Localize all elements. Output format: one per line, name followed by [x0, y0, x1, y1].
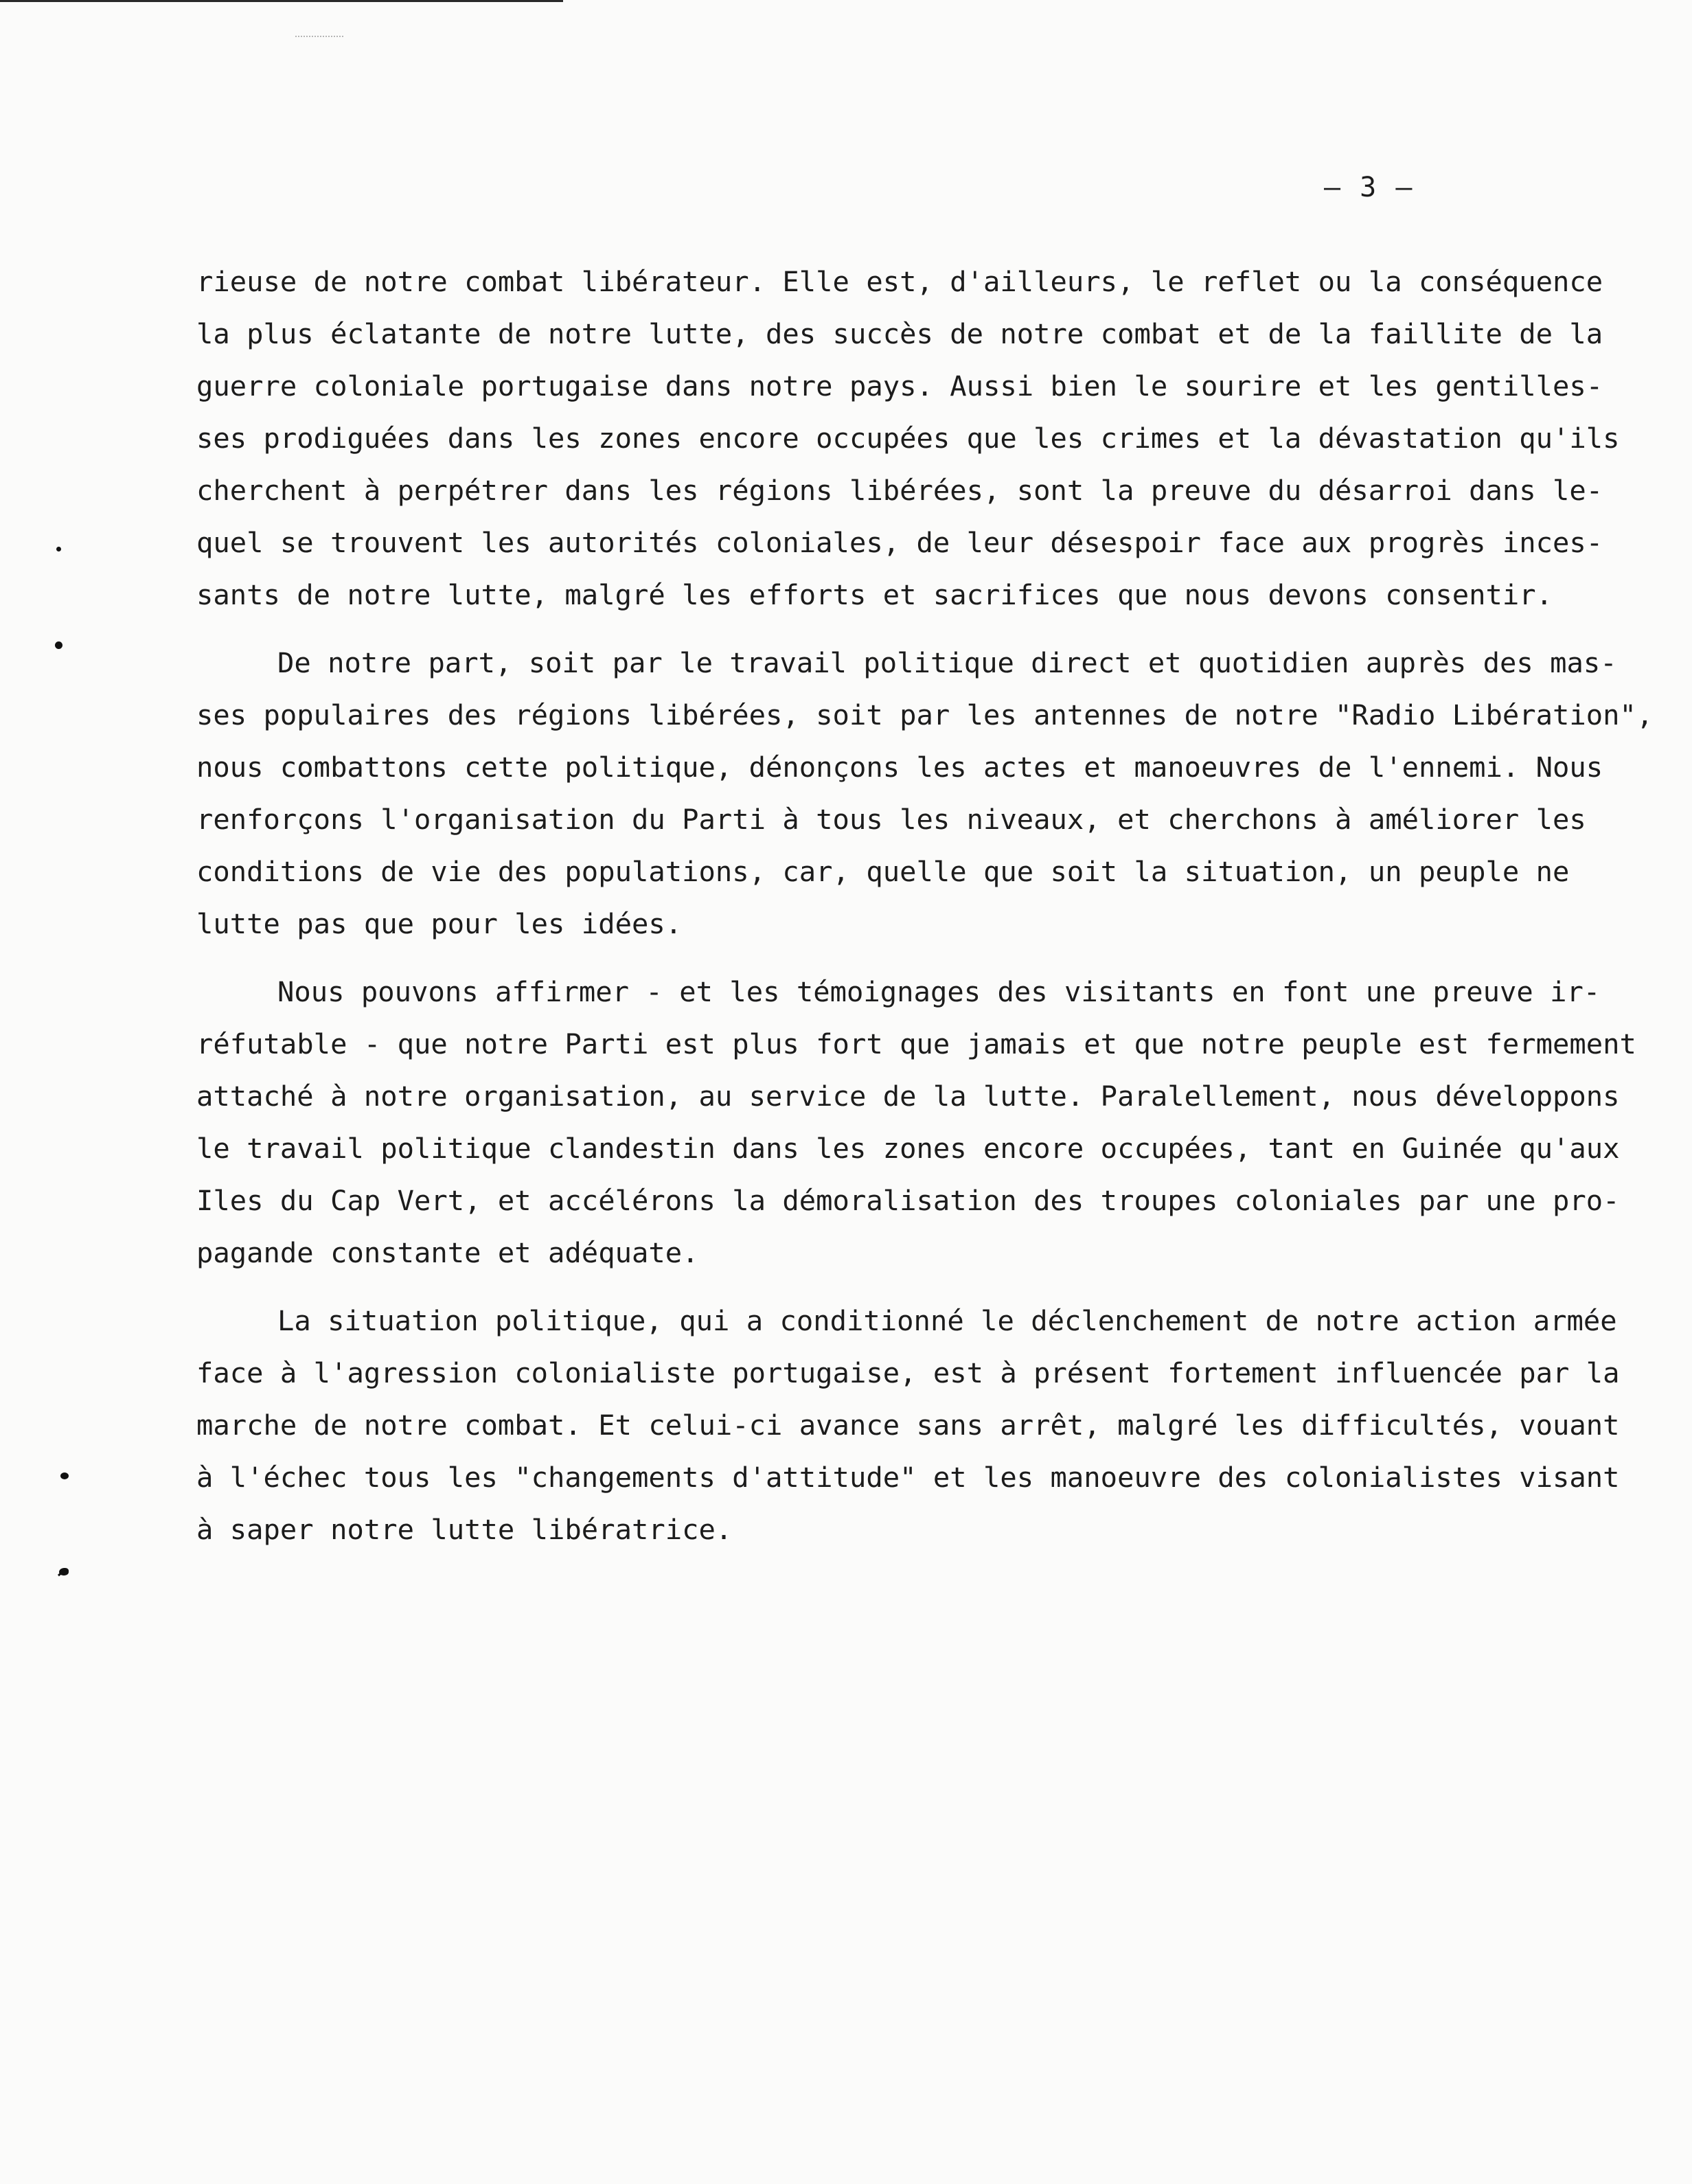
text-line: attaché à notre organisation, au service de la lutte. Paralellement, nous développons: [196, 1080, 1620, 1113]
text-line: ses prodiguées dans les zones encore occupées que les crimes et la dévastation qu'ils: [196, 422, 1620, 455]
text-line: Nous pouvons affirmer - et les témoignages des visitants en font une preuve ir-: [277, 975, 1601, 1008]
top-border-rule: [0, 0, 563, 2]
text-line: La situation politique, qui a conditionné le déclenchement de notre action armée: [277, 1304, 1617, 1337]
text-line: conditions de vie des populations, car, quelle que soit la situation, un peuple ne: [196, 855, 1570, 888]
text-line: marche de notre combat. Et celui-ci avance sans arrêt, malgré les difficultés, vouant: [196, 1409, 1620, 1442]
text-line: nous combattons cette politique, dénonçons les actes et manoeuvres de l'ennemi. Nous: [196, 751, 1603, 784]
text-line: De notre part, soit par le travail politique direct et quotidien auprès des mas-: [277, 646, 1617, 679]
paragraph-4: [196, 1295, 1620, 1556]
text-line: cherchent à perpétrer dans les régions libérées, sont la preuve du désarroi dans le-: [196, 474, 1603, 507]
punch-hole-mark: [55, 641, 62, 649]
paragraph-1: [196, 255, 1620, 621]
paragraph-2: [196, 637, 1654, 950]
text-line: sants de notre lutte, malgré les efforts et sacrifices que nous devons consentir.: [196, 578, 1553, 611]
page-number: – 3 –: [1324, 172, 1414, 203]
text-line: rieuse de notre combat libérateur. Elle est, d'ailleurs, le reflet ou la conséquence: [196, 265, 1603, 298]
text-line: à saper notre lutte libératrice.: [196, 1513, 733, 1546]
text-line: le travail politique clandestin dans les zones encore occupées, tant en Guinée qu'aux: [196, 1132, 1620, 1165]
text-line: Iles du Cap Vert, et accélérons la démoralisation des troupes coloniales par une pro-: [196, 1184, 1620, 1217]
text-line: renforçons l'organisation du Parti à tous les niveaux, et cherchons à améliorer les: [196, 803, 1586, 836]
text-line: face à l'agression colonialiste portugaise, est à présent fortement influencée par la: [196, 1356, 1620, 1389]
punch-hole-mark: [56, 547, 61, 551]
text-line: guerre coloniale portugaise dans notre pays. Aussi bien le sourire et les gentilles-: [196, 369, 1603, 402]
text-line: ses populaires des régions libérées, soit par les antennes de notre "Radio Libération",: [196, 698, 1654, 731]
text-line: réfutable - que notre Parti est plus fort que jamais et que notre peuple est fermement: [196, 1027, 1636, 1060]
punch-hole-mark: [60, 1472, 69, 1479]
scan-specks: [295, 36, 343, 44]
text-line: quel se trouvent les autorités coloniales, de leur désespoir face aux progrès inces-: [196, 526, 1603, 559]
document-body: [196, 255, 1654, 1571]
text-line: pagande constante et adéquate.: [196, 1236, 699, 1269]
text-line: la plus éclatante de notre lutte, des succès de notre combat et de la faillite de la: [196, 317, 1603, 350]
text-line: à l'échec tous les "changements d'attitude" et les manoeuvre des colonialistes visant: [196, 1461, 1620, 1494]
paragraph-3: [196, 966, 1636, 1279]
text-line: lutte pas que pour les idées.: [196, 907, 683, 940]
